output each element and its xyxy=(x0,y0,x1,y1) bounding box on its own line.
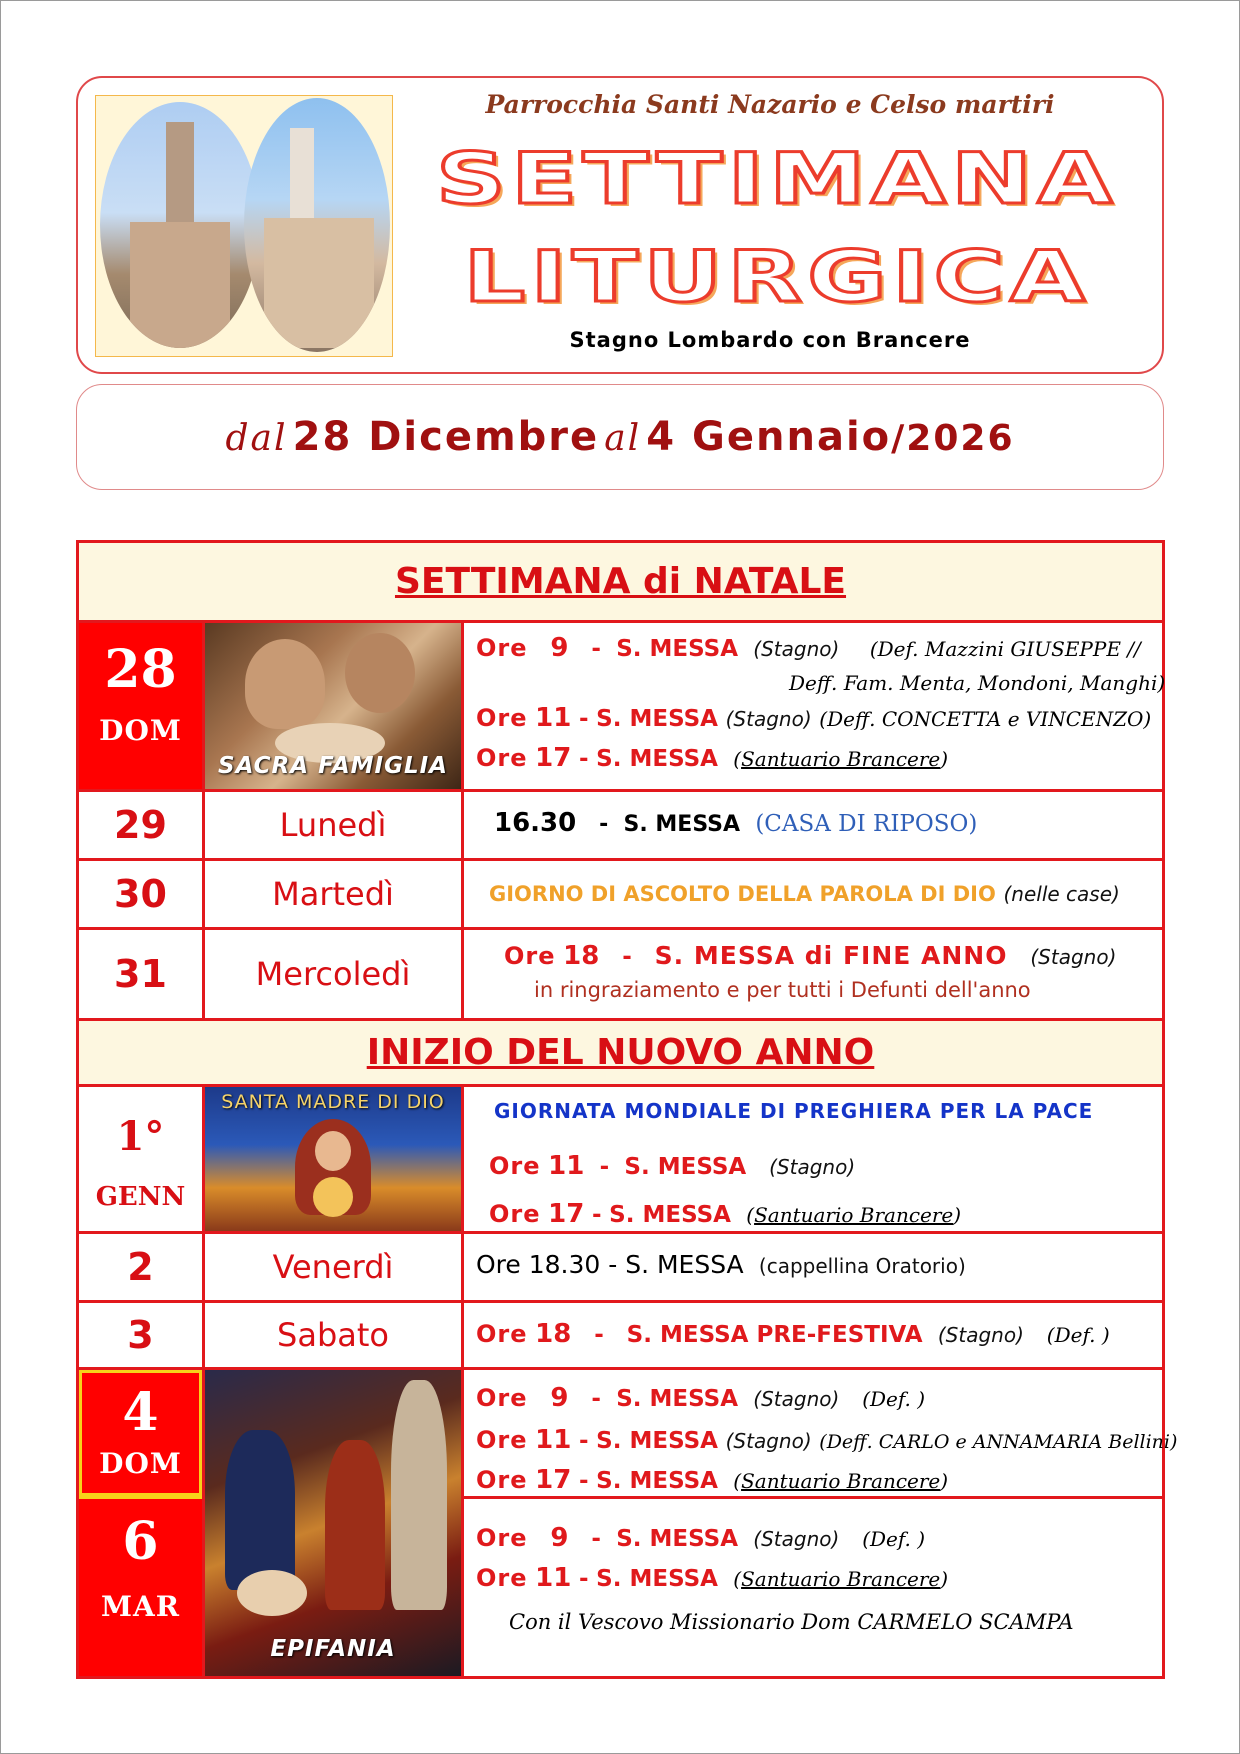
day-29-name: Lunedì xyxy=(279,806,387,844)
mass-6-bishop-note: Con il Vescovo Missionario Dom CARMELO SCAMPA xyxy=(509,1610,1074,1634)
parish-name: Parrocchia Santi Nazario e Celso martiri xyxy=(485,90,1055,119)
day-4-badge xyxy=(79,1370,202,1496)
day-28-number: 28 xyxy=(104,639,177,700)
day-2-number: 2 xyxy=(127,1245,154,1289)
santa-madre-image xyxy=(205,1087,461,1231)
day-6-dow: MAR xyxy=(101,1590,180,1623)
mass-4-1: Ore 9 - S. MESSA (Stagno) (Def. ) xyxy=(476,1383,926,1413)
date-range-box xyxy=(76,384,1164,490)
title-line-1: SETTIMANA xyxy=(436,138,1118,220)
day-29-number: 29 xyxy=(114,803,167,847)
day-1-badge xyxy=(79,1087,202,1231)
day-3-name: Sabato xyxy=(277,1316,389,1354)
mass-31-dedication: in ringraziamento e per tutti i Defunti dell'anno xyxy=(534,978,1031,1002)
day-6-badge xyxy=(79,1499,202,1676)
date-dal: dal xyxy=(225,418,288,459)
mass-28-3: Ore 17 - S. MESSA (Santuario Brancere) xyxy=(476,743,949,773)
date-from: 28 Dicembre xyxy=(292,414,600,460)
giornata-pace-title: GIORNATA MONDIALE DI PREGHIERA PER LA PACE xyxy=(494,1099,1094,1123)
santa-madre-caption: SANTA MADRE DI DIO xyxy=(221,1091,445,1113)
date-to: 4 Gennaio xyxy=(646,414,892,460)
mass-4-2: Ore 11 - S. MESSA (Stagno) (Deff. CARLO e ANNAMARIA Bellini) xyxy=(476,1425,1178,1455)
section-heading-nuovo-anno: INIZIO DEL NUOVO ANNO xyxy=(79,1021,1162,1084)
mass-31: Ore 18 - S. MESSA di FINE ANNO (Stagno) xyxy=(504,941,1117,971)
day-31-name: Mercoledì xyxy=(255,955,411,993)
section-heading-natale: SETTIMANA di NATALE xyxy=(79,543,1162,620)
mass-6-2: Ore 11 - S. MESSA (Santuario Brancere) xyxy=(476,1563,949,1593)
mass-1-2: Ore 17 - S. MESSA (Santuario Brancere) xyxy=(489,1199,962,1229)
day-31-number: 31 xyxy=(114,952,167,996)
mass-1-1: Ore 11 - S. MESSA (Stagno) xyxy=(489,1151,856,1181)
date-year: /2026 xyxy=(891,418,1015,459)
day-4-dow: DOM xyxy=(99,1447,182,1480)
day-1-month: GENN xyxy=(95,1182,186,1212)
epifania-image xyxy=(205,1370,461,1676)
day-4-number: 4 xyxy=(122,1382,159,1443)
mass-28-2: Ore 11 - S. MESSA (Stagno) (Deff. CONCETTA e VINCENZO) xyxy=(476,703,1152,733)
date-al: al xyxy=(604,418,642,459)
mass-28-1-deff: Deff. Fam. Menta, Mondoni, Manghi) xyxy=(789,671,1166,695)
day-2-name: Venerdì xyxy=(272,1248,394,1286)
day-30-event: GIORNO DI ASCOLTO DELLA PAROLA DI DIO (nelle case) xyxy=(489,882,1120,906)
sacra-famiglia-image xyxy=(205,623,461,789)
subtitle-location: Stagno Lombardo con Brancere xyxy=(569,328,971,352)
day-30-name: Martedì xyxy=(272,875,394,913)
mass-4-3: Ore 17 - S. MESSA (Santuario Brancere) xyxy=(476,1465,949,1495)
mass-29: 16.30 - S. MESSA (CASA DI RIPOSO) xyxy=(494,808,978,838)
mass-2: Ore 18.30 - S. MESSA (cappellina Oratorio) xyxy=(476,1250,966,1279)
schedule-table xyxy=(76,540,1178,1679)
day-28-badge xyxy=(79,623,202,789)
sacra-famiglia-caption: SACRA FAMIGLIA xyxy=(218,753,448,779)
epifania-caption: EPIFANIA xyxy=(270,1636,396,1662)
day-6-number: 6 xyxy=(122,1511,159,1572)
day-3-number: 3 xyxy=(127,1313,154,1357)
church-photo-stagno xyxy=(100,102,260,348)
mass-28-1: Ore 9 - S. MESSA (Stagno) (Def. Mazzini GIUSEPPE // xyxy=(476,633,1141,663)
day-1-number: 1° xyxy=(116,1113,165,1160)
day-28-dow: DOM xyxy=(99,714,182,747)
mass-6-1: Ore 9 - S. MESSA (Stagno) (Def. ) xyxy=(476,1523,926,1553)
day-30-number: 30 xyxy=(114,872,167,916)
mass-3: Ore 18 - S. MESSA PRE-FESTIVA (Stagno) (Def. ) xyxy=(476,1319,1110,1349)
title-line-2: LITURGICA xyxy=(463,236,1091,318)
